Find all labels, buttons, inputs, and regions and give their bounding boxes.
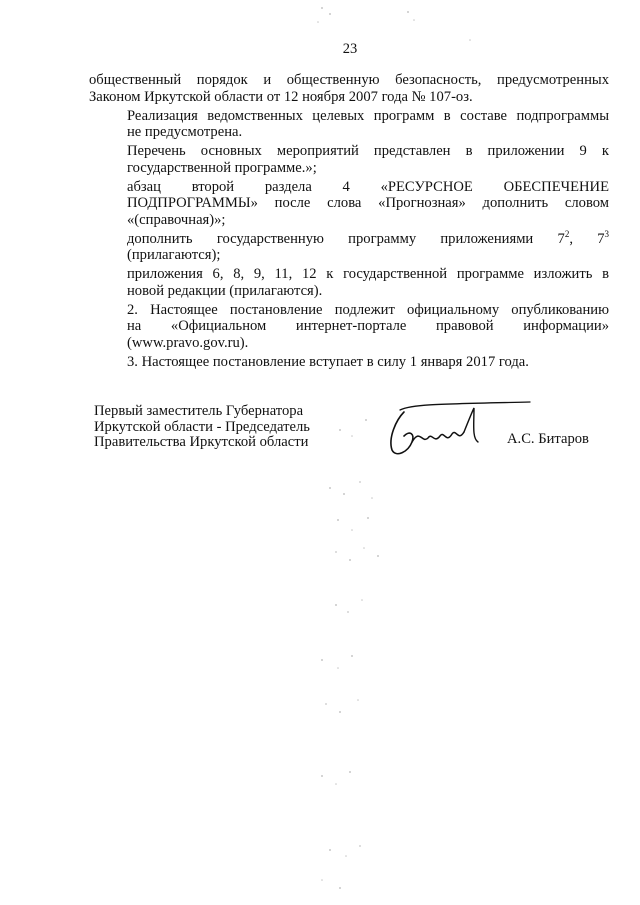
text-line: [89, 228, 610, 248]
text-line: ПОДПРОГРАММЫ» после слова «Прогнозная» дополнить словом: [127, 195, 609, 211]
text-line: Законом Иркутской области от 12 ноября 2007 года № 107-оз.: [89, 88, 473, 105]
signatory-title: [94, 404, 310, 451]
text-line: Реализация ведомственных целевых программ в составе подпрограммы: [127, 107, 609, 124]
text-line: 2. Настоящее постановление подлежит официальному опубликованию: [127, 301, 609, 318]
superscript: 2: [564, 228, 570, 239]
paragraph-5: [89, 228, 610, 264]
paragraph-6: [89, 266, 609, 299]
text-line: государственной программе.»;: [127, 159, 317, 176]
text-line: не предусмотрена.: [127, 124, 243, 140]
text-line: новой редакции (прилагаются).: [127, 282, 323, 299]
text-fragment: , 7: [569, 230, 605, 247]
text-line: (www.pravo.gov.ru).: [127, 334, 249, 351]
text-line: на «Официальном интернет-портале правовой информации»: [127, 318, 609, 334]
text-line: (прилагаются);: [127, 247, 221, 263]
paragraph-4: [89, 179, 609, 229]
signer-name: А.С. Битаров: [507, 431, 589, 447]
paragraph-3: [89, 143, 609, 176]
superscript: 3: [604, 228, 610, 239]
text-line: «(справочная)»;: [127, 211, 226, 228]
text-line: общественный порядок и общественную безопасность, предусмотренных: [89, 72, 609, 88]
text-line: абзац второй раздела 4 «РЕСУРСНОЕ ОБЕСПЕЧЕНИЕ: [127, 178, 609, 195]
signatory-title-line: Иркутской области - Председатель: [94, 418, 310, 435]
paragraph-2: [89, 108, 609, 141]
text-line: Перечень основных мероприятий представлен в приложении 9 к: [127, 143, 609, 159]
paragraph-8: [89, 354, 609, 371]
text-line: приложения 6, 8, 9, 11, 12 к государственной программе изложить в: [127, 266, 609, 282]
text-fragment: дополнить государственную программу приложениями 7: [127, 230, 565, 247]
paragraph-7: [89, 302, 609, 352]
paragraph-1: [89, 72, 609, 105]
document-body: [89, 72, 609, 373]
page-number: 23: [342, 41, 358, 57]
handwritten-signature: [382, 398, 532, 460]
text-line: 3. Настоящее постановление вступает в силу 1 января 2017 года.: [127, 353, 529, 370]
signatory-title-line: Первый заместитель Губернатора: [94, 403, 304, 419]
signatory-title-line: Правительства Иркутской области: [94, 434, 309, 450]
